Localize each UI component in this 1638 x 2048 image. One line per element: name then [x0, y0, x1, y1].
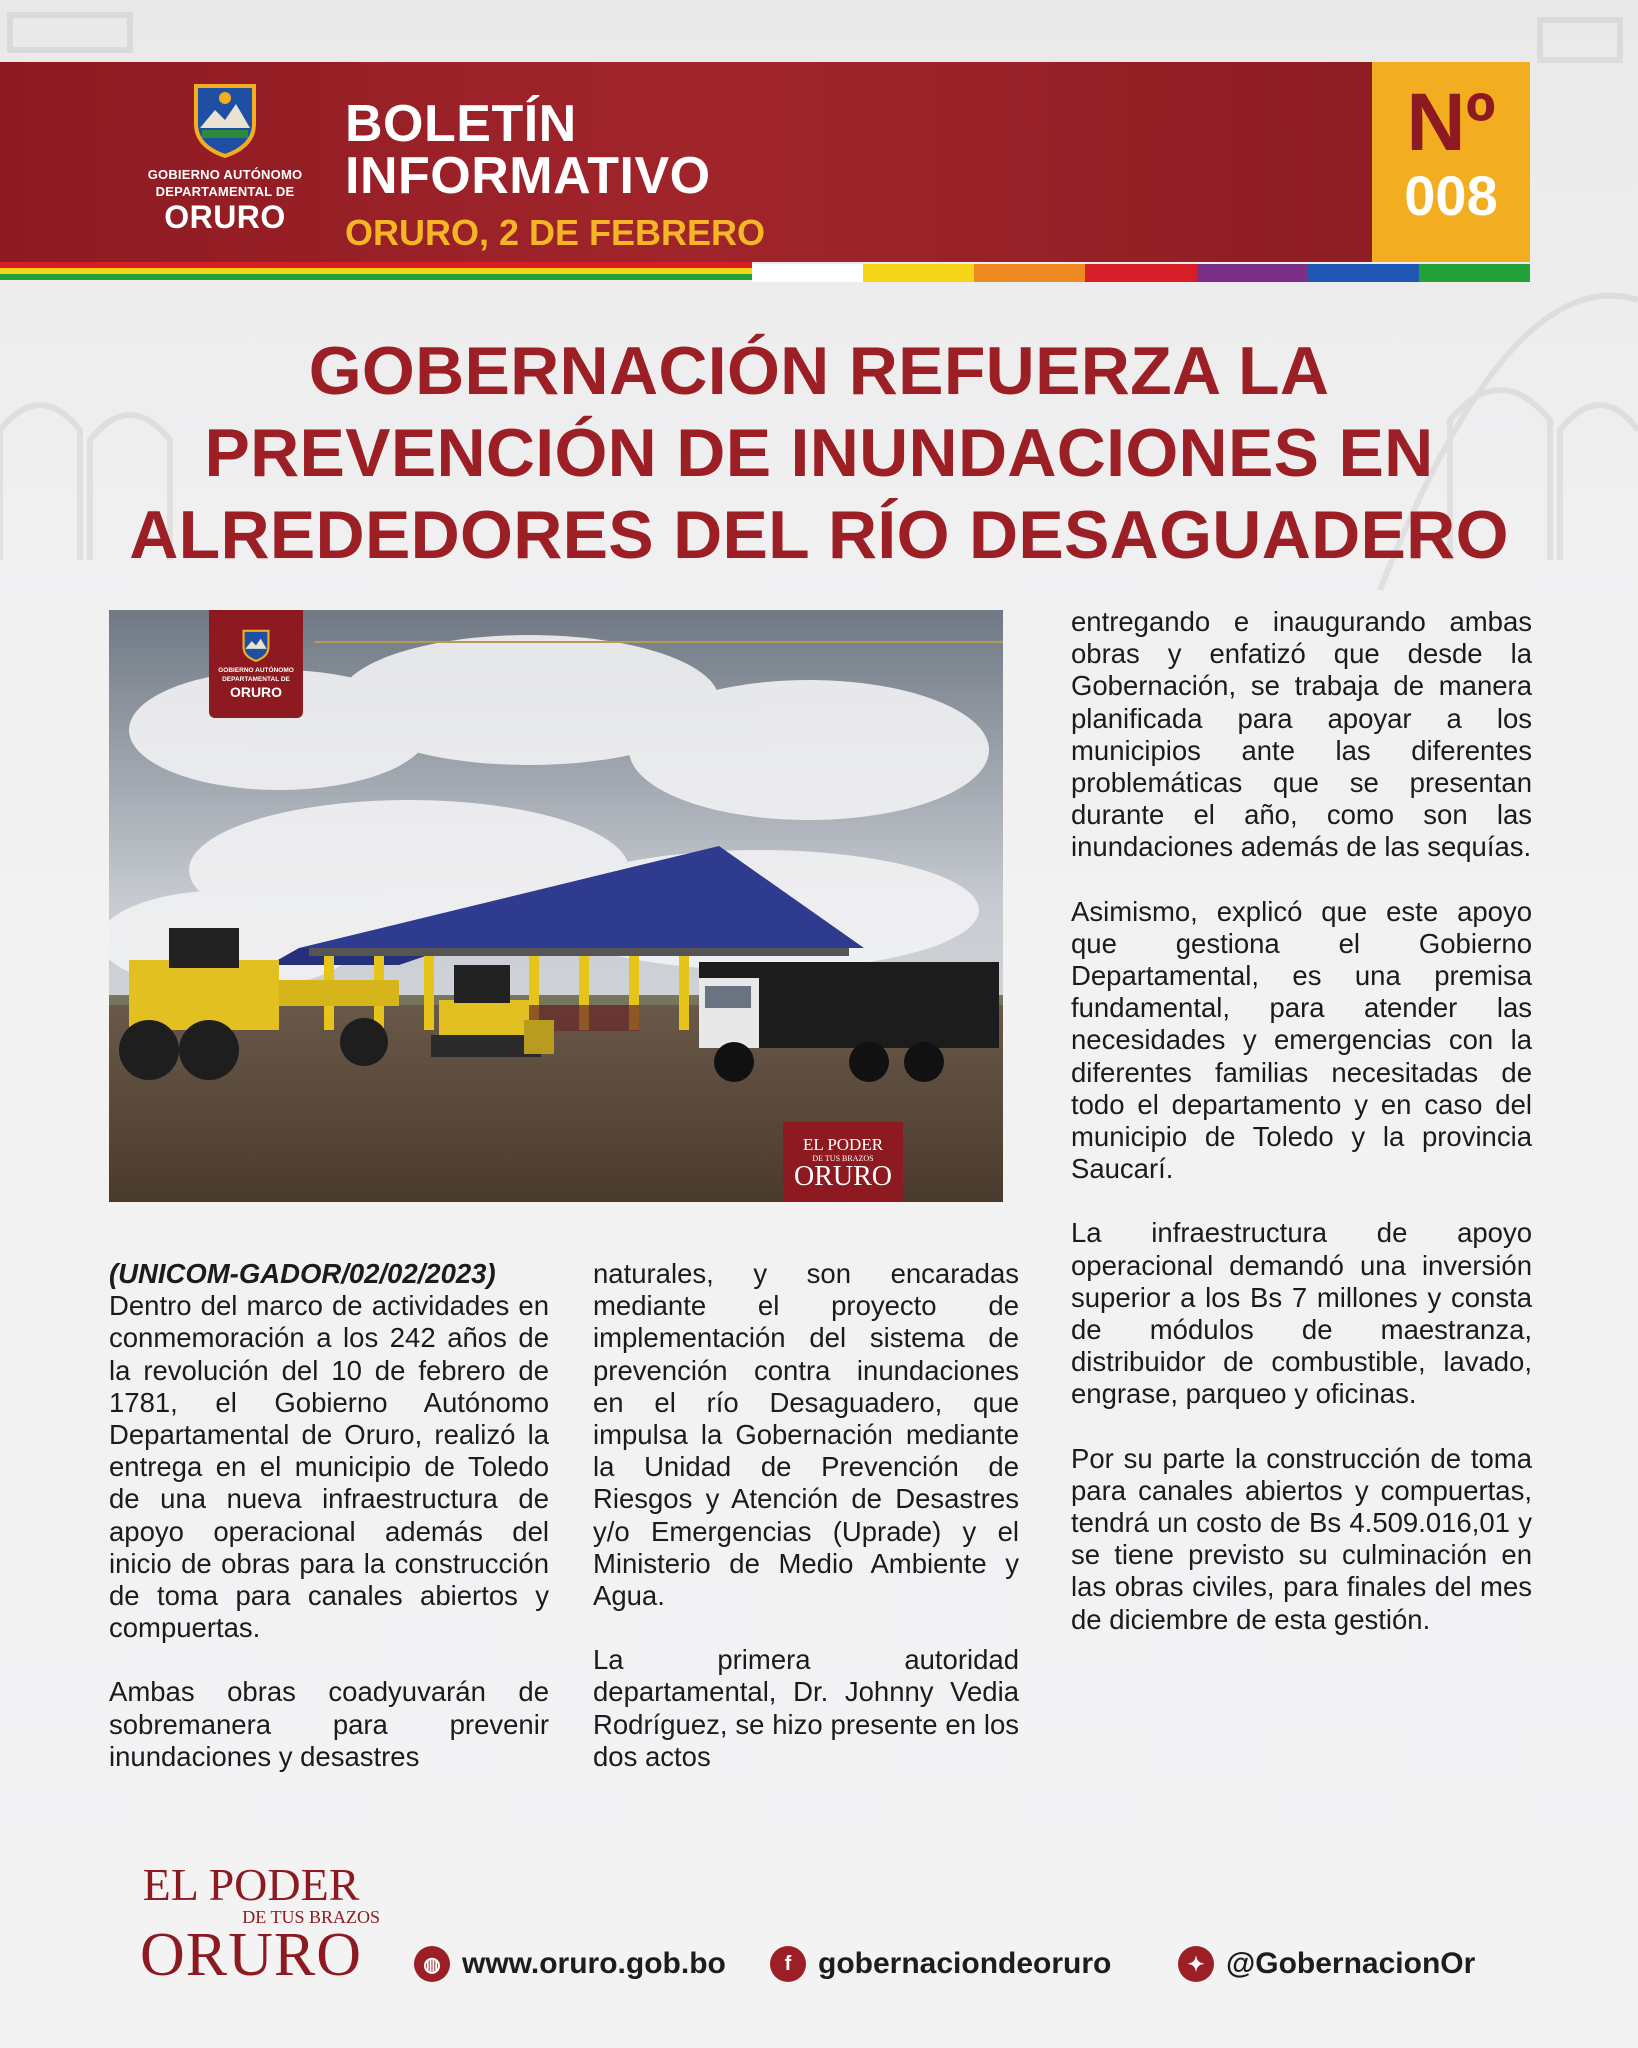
facebook-icon: f: [770, 1946, 806, 1982]
article-paragraph-3a: La primera autoridad departamental, Dr. Johnny Vedia Rodríguez, se hizo presente en los dos actos: [593, 1644, 1019, 1772]
article-column-2: [593, 1258, 1019, 1773]
government-logo[interactable]: [130, 80, 320, 250]
bulletin-title: [345, 95, 711, 205]
coat-of-arms-icon: [241, 628, 271, 662]
photo-government-logo: [209, 610, 303, 718]
photo-slogan-badge: [783, 1122, 903, 1202]
photo-logo-line1: GOBIERNO AUTÓNOMO: [218, 667, 294, 674]
article-column-1: [109, 1258, 549, 1773]
photo-badge-line2: DE TUS BRAZOS: [812, 1154, 874, 1163]
photo-badge-line1: EL PODER: [802, 1135, 884, 1154]
article-paragraph-6: Por su parte la construcción de toma para canales abiertos y compuertas, tendrá un costo de Bs 4.509.016,01 y se tiene previsto su culminación en las obras civiles, para finales del mes de diciembre de esta gestión.: [1071, 1442, 1532, 1635]
bulletin-date: ORURO, 2 DE FEBRERO: [345, 212, 766, 253]
article-paragraph-3b: entregando e inaugurando ambas obras y enfatizó que desde la Gobernación, se trabaja de manera planificada para apoyar a los municipios ante las diferentes problemáticas que se presentan durante el año, como son las inundaciones además de las sequías.: [1071, 606, 1532, 863]
footer-brand-line3: ORURO: [139, 1921, 363, 1989]
article-column-3: [1071, 606, 1532, 1636]
issue-number-box: [1372, 62, 1530, 262]
footer-brand-line1: EL PODER: [142, 1859, 360, 1910]
headline-line2: PREVENCIÓN DE INUNDACIONES EN: [204, 415, 1434, 491]
article-headline: [60, 330, 1578, 576]
footer-twitter-text: @GobernacionOr: [1226, 1947, 1476, 1980]
article-paragraph-2a: Ambas obras coadyuvarán de sobremanera para prevenir inundaciones y desastres: [109, 1676, 549, 1772]
headline-line1: GOBERNACIÓN REFUERZA LA: [308, 333, 1330, 409]
article-paragraph-2b: naturales, y son encaradas mediante el proyecto de implementación del sistema de prevención contra inundaciones en el río Desaguadero, que impulsa la Gobernación mediante la Unidad de Prevención de Riesgos y Atención de Desastres y/o Emergencias (Uprade) y el Ministerio de Medio Ambiente y Agua.: [593, 1258, 1019, 1612]
wiphala-stripe: [752, 264, 1530, 282]
logo-org-line1: GOBIERNO AUTÓNOMO: [147, 167, 303, 182]
footer-website-text: www.oruro.gob.bo: [462, 1947, 726, 1980]
photo-logo-line3: ORURO: [229, 684, 283, 700]
footer-slogan-logo: [118, 1859, 384, 1989]
photo-logo-line2: DEPARTAMENTAL DE: [222, 676, 290, 683]
bulletin-title-line1: BOLETÍN: [345, 95, 577, 153]
article-paragraph-5: La infraestructura de apoyo operacional demandó una inversión superior a los Bs 7 millones y consta de módulos de maestranza, distribuidor de combustible, lavado, engrase, parqueo y oficinas.: [1071, 1217, 1532, 1410]
article-p1-text: Dentro del marco de actividades en conmemoración a los 242 años de la revolución del 10 de febrero de 1781, el Gobierno Autónomo Departamental de Oruro, realizó la entrega en el municipio de Toledo de una nueva infraestructura de apoyo operacional además del inicio de obras para la construcción de toma para canales abiertos y compuertas.: [109, 1290, 549, 1644]
article-photo: [109, 610, 1003, 1202]
coat-of-arms-icon: [190, 80, 260, 158]
logo-org-line2: DEPARTAMENTAL DE: [155, 184, 295, 199]
article-paragraph-4: Asimismo, explicó que este apoyo que gestiona el Gobierno Departamental, es una premisa fundamental, para atender las necesidades y emergencias con la diferentes familias necesitadas de todo el departamento y en caso del municipio de Toledo y la provincia Saucarí.: [1071, 895, 1532, 1185]
headline-line3: ALREDEDORES DEL RÍO DESAGUADERO: [129, 497, 1509, 573]
footer-facebook-link[interactable]: [770, 1942, 1111, 1986]
footer-facebook-text: gobernaciondeoruro: [818, 1947, 1112, 1980]
article-dateline: (UNICOM-GADOR/02/02/2023): [109, 1258, 496, 1289]
issue-number-label: Nº: [1406, 77, 1496, 168]
logo-org-line3: ORURO: [164, 199, 286, 235]
globe-icon: ◍: [414, 1946, 450, 1982]
footer-website-link[interactable]: [414, 1942, 726, 1986]
article-paragraph-1: [109, 1258, 549, 1644]
flag-stripe: [0, 262, 752, 282]
footer-brand-line2: DE TUS BRAZOS: [242, 1907, 380, 1927]
bulletin-title-line2: INFORMATIVO: [345, 147, 711, 205]
photo-badge-line3: ORURO: [793, 1161, 892, 1192]
footer-twitter-link[interactable]: [1178, 1942, 1475, 1986]
issue-number-value: 008: [1404, 164, 1498, 227]
twitter-icon: ✦: [1178, 1946, 1214, 1982]
